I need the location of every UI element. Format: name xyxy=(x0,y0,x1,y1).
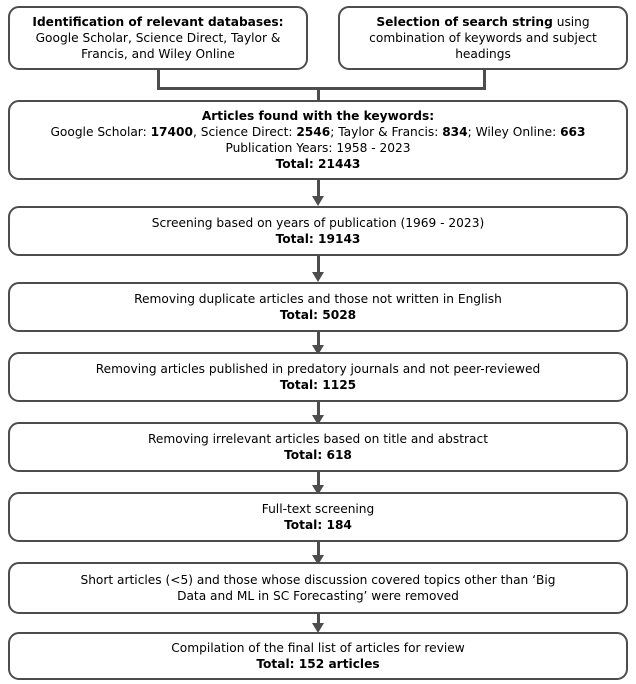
label-wiley-online: ; Wiley Online: xyxy=(467,124,561,139)
connector-arrowhead-icon xyxy=(312,272,324,282)
node-articles-found-with-keywords xyxy=(8,100,628,180)
node-line-1-bold: Selection of search string xyxy=(376,14,553,29)
label-google-scholar: Google Scholar: xyxy=(50,124,151,139)
node-line-2 xyxy=(19,307,617,323)
node-line-1: Compilation of the final list of articles for review xyxy=(171,640,465,655)
total-after-duplicate-removal: Total: 5028 xyxy=(279,308,357,322)
node-line-2: Data and ML in SC Forecasting’ were removed xyxy=(177,589,459,603)
total-after-full-text: Total: 184 xyxy=(284,518,352,532)
node-text xyxy=(19,431,617,463)
node-line-1 xyxy=(19,14,297,30)
total-articles-found: Total: 21443 xyxy=(275,157,361,172)
node-text xyxy=(19,215,617,247)
node-line-2 xyxy=(19,447,617,463)
node-line-3: Francis, and Wiley Online xyxy=(81,47,235,62)
count-wiley-online: 663 xyxy=(560,124,586,139)
count-taylor-francis: 834 xyxy=(442,124,468,139)
node-line-2 xyxy=(19,656,617,672)
node-screening-based-on-years xyxy=(8,206,628,256)
node-full-text-screening xyxy=(8,492,628,542)
node-text xyxy=(19,501,617,533)
node-line-2 xyxy=(19,517,617,533)
node-removing-duplicates xyxy=(8,282,628,332)
node-line-1: Short articles (<5) and those whose discussion covered topics other than ‘Big xyxy=(80,572,556,587)
label-science-direct: , Science Direct: xyxy=(192,124,297,139)
node-removing-predatory-journals xyxy=(8,352,628,402)
node-text xyxy=(19,572,617,604)
node-line-1-bold: Articles found with the keywords: xyxy=(201,108,435,123)
node-line-1-bold: Identification of relevant databases: xyxy=(32,14,284,29)
node-line-2 xyxy=(19,377,617,393)
node-removing-short-and-offtopic xyxy=(8,562,628,614)
count-google-scholar: 17400 xyxy=(150,124,193,139)
total-after-title-abstract: Total: 618 xyxy=(284,448,352,462)
node-line-3: Publication Years: 1958 - 2023 xyxy=(225,141,411,155)
node-line-1 xyxy=(349,14,617,30)
node-text xyxy=(19,640,617,672)
node-selection-of-search-string xyxy=(338,6,628,70)
node-line-1: Removing articles published in predatory journals and not peer-reviewed xyxy=(95,361,541,376)
node-text xyxy=(19,108,617,173)
connector-arrowhead-icon xyxy=(312,196,324,206)
node-removing-irrelevant-articles xyxy=(8,422,628,472)
node-final-compilation xyxy=(8,632,628,680)
node-line-2: combination of keywords and subject xyxy=(369,30,597,45)
node-line-2 xyxy=(19,231,617,247)
node-text xyxy=(19,291,617,323)
node-line-2: Google Scholar, Science Direct, Taylor & xyxy=(35,30,281,45)
node-line-1: Removing duplicate articles and those not written in English xyxy=(134,291,502,306)
node-line-3: headings xyxy=(455,47,511,62)
node-line-1: Full-text screening xyxy=(261,501,375,516)
node-line-1 xyxy=(19,108,617,124)
node-line-2 xyxy=(19,124,617,140)
node-text xyxy=(19,361,617,393)
connector-merge-bar xyxy=(157,87,486,90)
label-taylor-francis: ; Taylor & Francis: xyxy=(330,124,443,139)
node-line-1: Screening based on years of publication (1969 - 2023) xyxy=(151,215,485,230)
count-science-direct: 2546 xyxy=(296,124,331,139)
total-after-predatory-removal: Total: 1125 xyxy=(279,378,357,392)
node-text xyxy=(349,14,617,63)
node-line-1-plain: using xyxy=(552,14,590,29)
node-text xyxy=(19,14,297,63)
node-line-4 xyxy=(19,156,617,172)
node-identification-of-databases xyxy=(8,6,308,70)
connector-merge-to-articles-found xyxy=(317,87,320,101)
total-after-year-screening: Total: 19143 xyxy=(275,232,361,246)
total-final-articles: Total: 152 articles xyxy=(256,657,380,671)
node-line-1: Removing irrelevant articles based on title and abstract xyxy=(147,431,488,446)
